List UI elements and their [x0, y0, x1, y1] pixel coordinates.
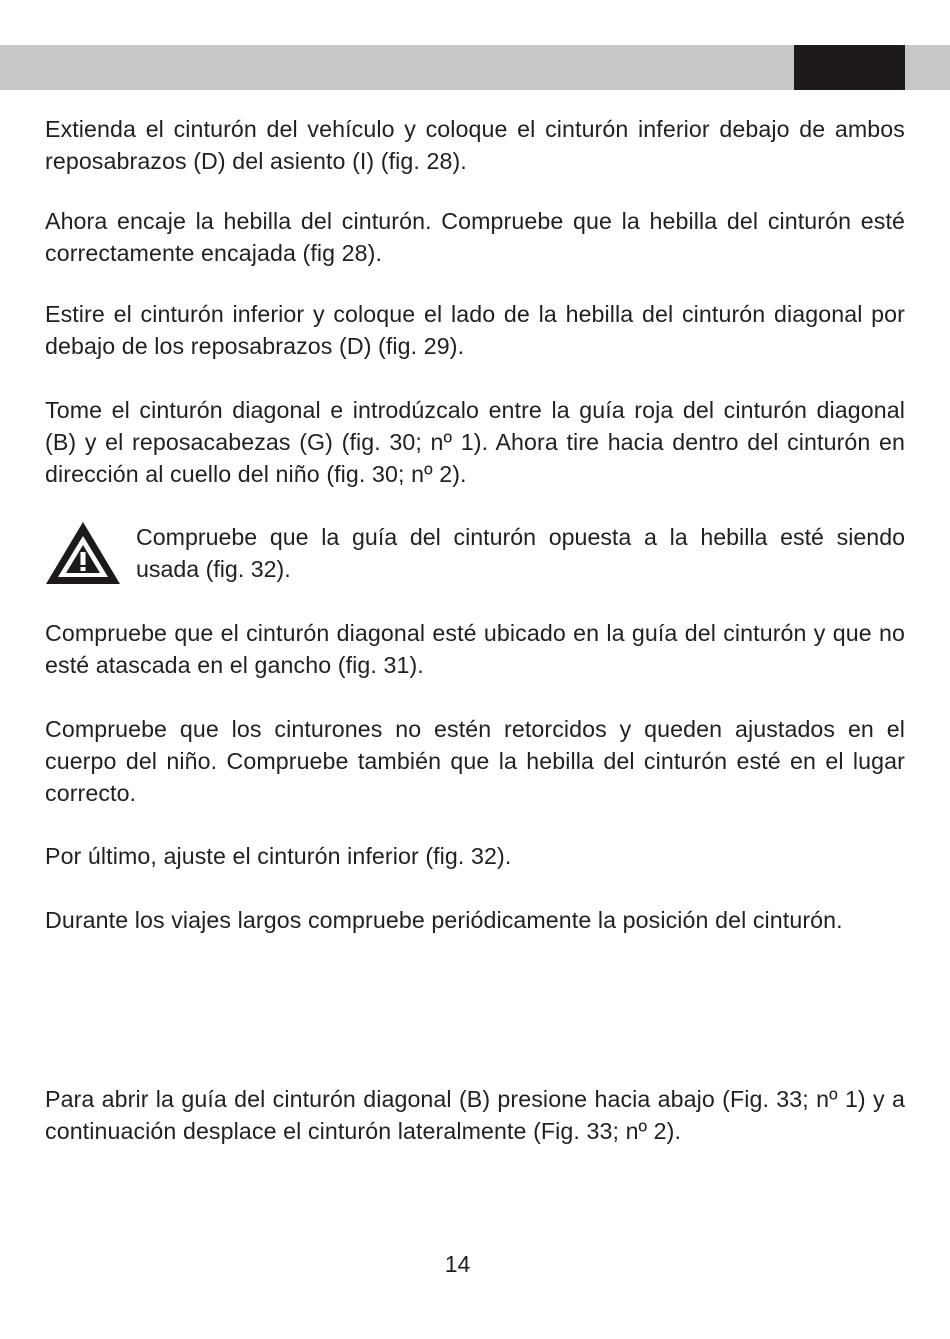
paragraph-3: Estire el cinturón inferior y coloque el lado de la hebilla del cinturón diagonal por debajo de los reposabrazos (D) (fig. 29). — [45, 301, 905, 359]
page-number: 14 — [444, 1251, 471, 1277]
paragraph-5: Compruebe que el cinturón diagonal esté ubicado en la guía del cinturón y que no esté atascada en el gancho (fig. 31). — [45, 620, 905, 678]
paragraph-6: Compruebe que los cinturones no estén retorcidos y queden ajustados en el cuerpo del niño. Compruebe también que la hebilla del cinturón esté en el lugar correcto. — [45, 716, 905, 806]
paragraph-1: Extienda el cinturón del vehículo y coloque el cinturón inferior debajo de ambos reposabrazos (D) del asiento (I) (fig. 28). — [45, 116, 905, 174]
warning-text: Compruebe que la guía del cinturón opuesta a la hebilla esté siendo usada (fig. 32). — [136, 524, 905, 582]
paragraph-4: Tome el cinturón diagonal e introdúzcalo entre la guía roja del cinturón diagonal (B) y el reposacabezas (G) (fig. 30; nº 1). Ahora tire hacia dentro del cinturón en dirección al cuello del niño (fig. 30; nº 2). — [45, 397, 905, 487]
paragraph-7: Por último, ajuste el cinturón inferior (fig. 32). — [45, 843, 512, 869]
header-tab — [794, 45, 905, 90]
paragraph-8: Durante los viajes largos compruebe periódicamente la posición del cinturón. — [45, 907, 843, 933]
paragraph-2: Ahora encaje la hebilla del cinturón. Compruebe que la hebilla del cinturón esté correctamente encajada (fig 28). — [45, 208, 905, 266]
paragraph-9: Para abrir la guía del cinturón diagonal (B) presione hacia abajo (Fig. 33; nº 1) y a continuación desplace el cinturón lateralmente (Fig. 33; nº 2). — [45, 1086, 905, 1144]
warning-triangle-icon — [45, 521, 121, 585]
